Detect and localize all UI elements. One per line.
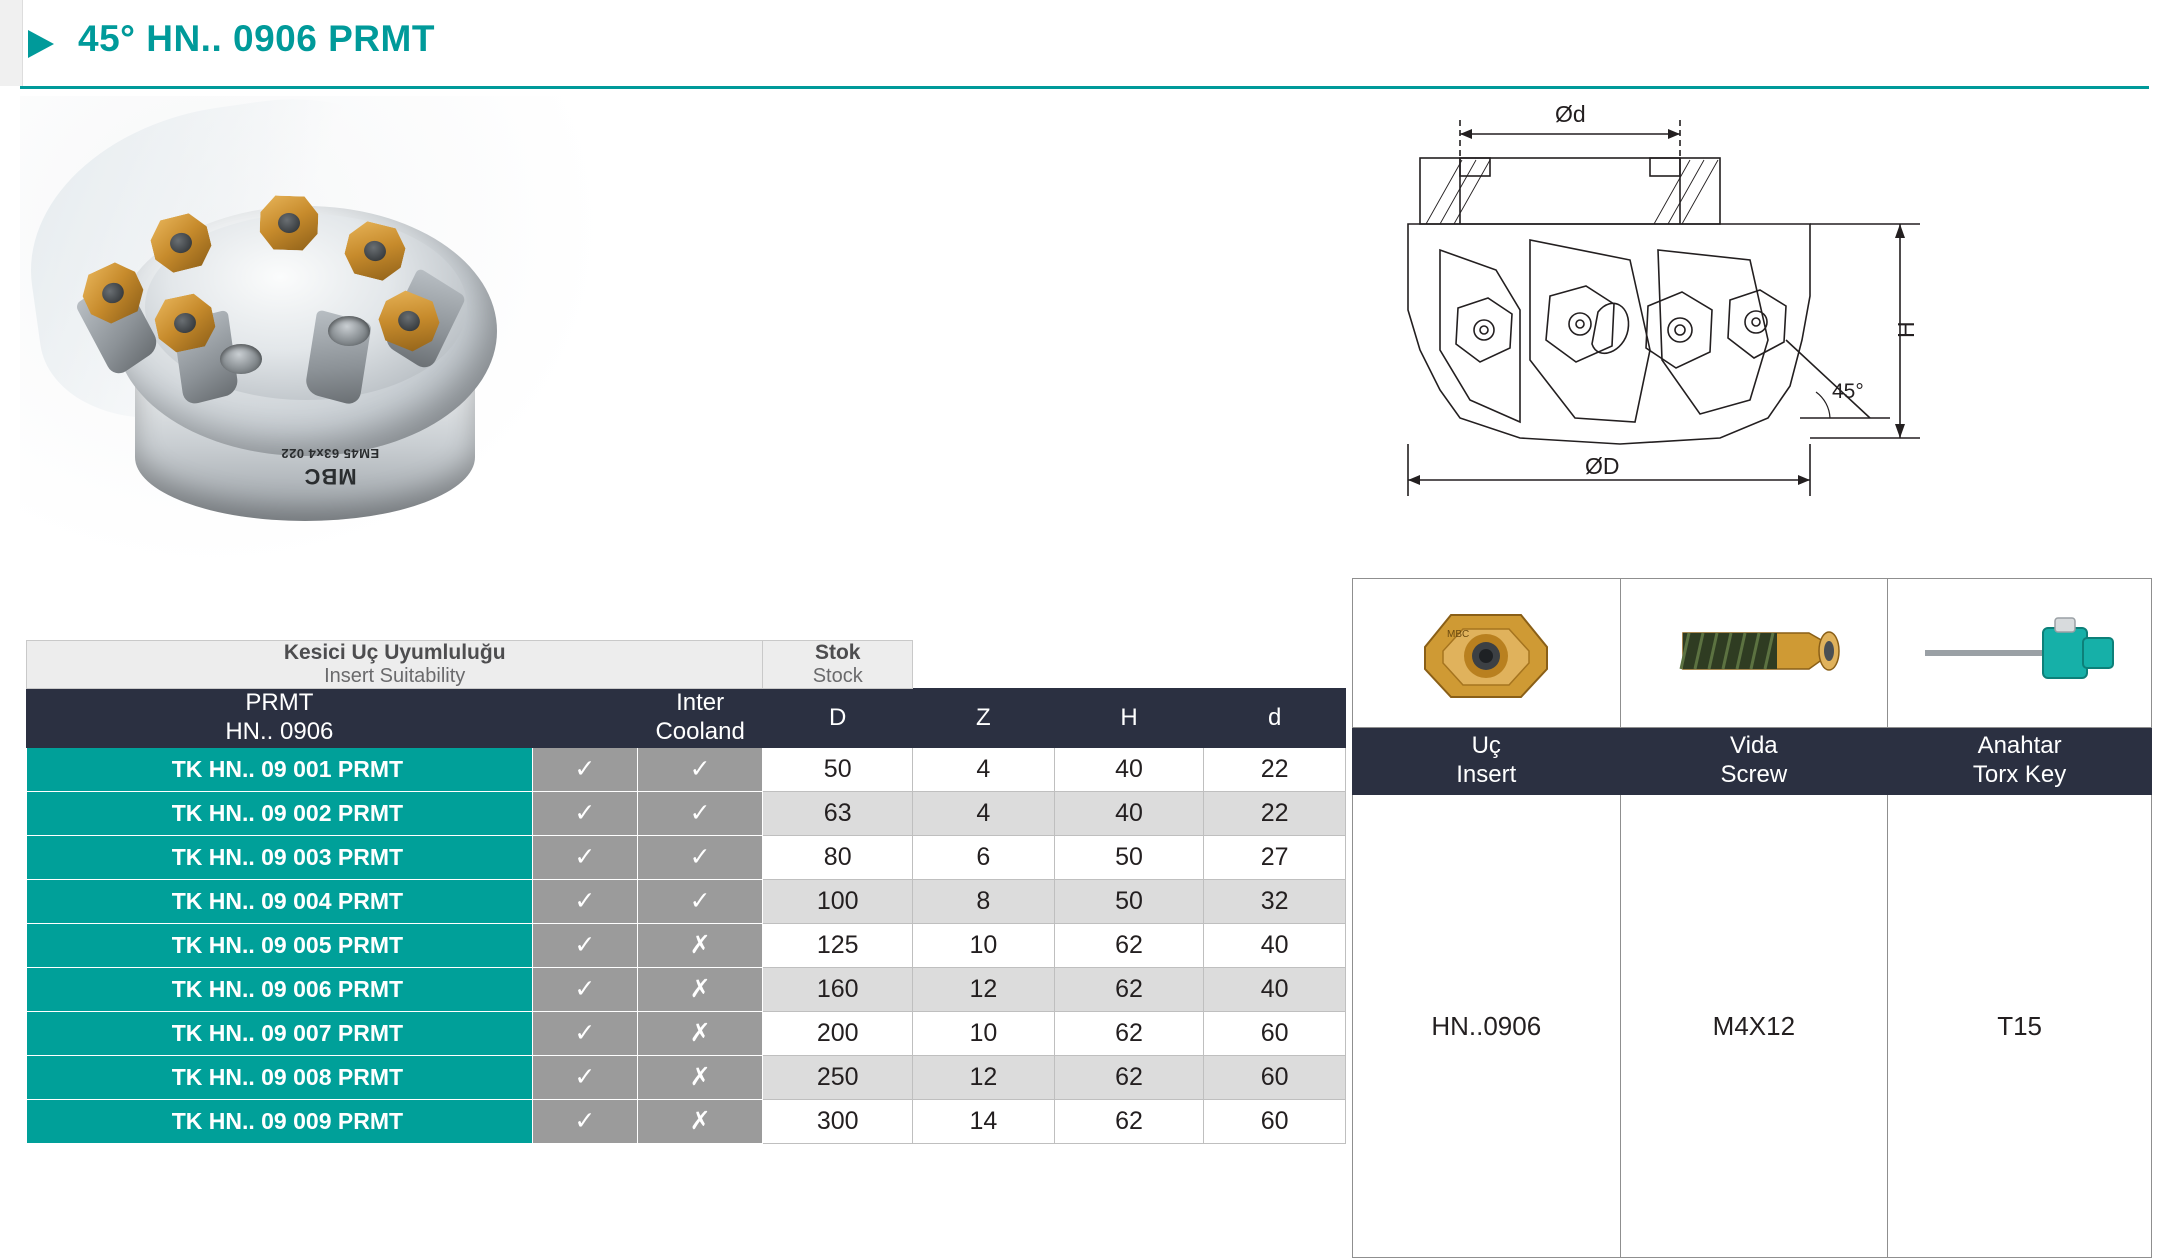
- table-row[interactable]: [27, 967, 1346, 1011]
- coolant-hole: [328, 316, 370, 346]
- accessory-header-insert: [1353, 728, 1621, 795]
- screw-photo: [1620, 579, 1888, 728]
- check-mark-icon: ✓: [637, 879, 762, 923]
- check-mark-icon: ✓: [637, 747, 762, 791]
- row-d: 27: [1204, 835, 1346, 879]
- check-mark-icon: ✓: [532, 747, 637, 791]
- accessory-header-key-tr: Anahtar: [1977, 732, 2062, 760]
- table-row[interactable]: [27, 791, 1346, 835]
- insert-photo: [1353, 579, 1621, 728]
- torx-key-photo: [1888, 579, 2152, 728]
- insert-screw-icon: [168, 231, 194, 256]
- insert-screw-icon: [278, 213, 301, 234]
- check-mark-icon: ✓: [637, 791, 762, 835]
- stock-title-en: Stock: [812, 665, 863, 688]
- accessory-image-row: [1353, 579, 2152, 728]
- accessory-value-key: T15: [1888, 795, 2152, 1258]
- svg-text:MBC: MBC: [1447, 629, 1470, 640]
- suitability-header-cell: [27, 641, 763, 689]
- accessory-header-key: [1888, 728, 2152, 795]
- face-mill-cutter-image: [60, 166, 560, 546]
- row-name: TK HN.. 09 003 PRMT: [27, 835, 533, 879]
- technical-drawing: [1400, 100, 2120, 570]
- accessory-header-insert-en: Insert: [1456, 761, 1517, 788]
- screw-photo-svg: [1659, 593, 1849, 713]
- accessory-header-key-en: Torx Key: [1972, 761, 2067, 788]
- row-d: 60: [1204, 1099, 1346, 1143]
- column-header-name-tr: PRMT: [245, 689, 314, 717]
- check-mark-icon: ✓: [637, 835, 762, 879]
- column-header-name: [27, 689, 533, 748]
- row-d: 40: [1204, 967, 1346, 1011]
- row-d: 32: [1204, 879, 1346, 923]
- dim-label-angle: 45°: [1832, 380, 1864, 403]
- stock-header-cell: [763, 641, 913, 689]
- check-mark-icon: ✓: [532, 879, 637, 923]
- row-D: 100: [763, 879, 913, 923]
- accessory-value-screw: M4X12: [1620, 795, 1888, 1258]
- row-D: 63: [763, 791, 913, 835]
- row-name: TK HN.. 09 008 PRMT: [27, 1055, 533, 1099]
- row-D: 125: [763, 923, 913, 967]
- row-H: 62: [1054, 1055, 1204, 1099]
- page-title: 45° HN.. 0906 PRMT: [78, 18, 435, 59]
- row-name: TK HN.. 09 005 PRMT: [27, 923, 533, 967]
- accessory-header-screw: [1620, 728, 1888, 795]
- table-header-row-2: [27, 689, 1346, 748]
- cross-mark-icon: ✗: [637, 1099, 762, 1143]
- row-name: TK HN.. 09 001 PRMT: [27, 747, 533, 791]
- row-D: 200: [763, 1011, 913, 1055]
- row-d: 40: [1204, 923, 1346, 967]
- column-header-d: d: [1204, 689, 1346, 748]
- table-row[interactable]: [27, 747, 1346, 791]
- table-row[interactable]: [27, 1011, 1346, 1055]
- check-mark-icon: ✓: [532, 1011, 637, 1055]
- cross-mark-icon: ✗: [637, 1055, 762, 1099]
- row-d: 22: [1204, 747, 1346, 791]
- row-H: 40: [1054, 791, 1204, 835]
- product-photo: [20, 96, 660, 616]
- accessories-table: [1352, 578, 2152, 1258]
- insert-screw-icon: [395, 308, 423, 335]
- check-mark-icon: ✓: [532, 835, 637, 879]
- row-d: 22: [1204, 791, 1346, 835]
- torx-key-photo-svg: [1915, 598, 2125, 708]
- row-H: 62: [1054, 923, 1204, 967]
- table-row[interactable]: [27, 835, 1346, 879]
- brand-marking: MBC EM45 63x4 022: [280, 446, 380, 489]
- insert-screw-icon: [99, 279, 127, 306]
- row-Z: 12: [913, 967, 1055, 1011]
- stock-title-tr: Stok: [814, 641, 861, 664]
- row-D: 250: [763, 1055, 913, 1099]
- header-divider: [20, 86, 2149, 89]
- check-mark-icon: ✓: [532, 1055, 637, 1099]
- insert-photo-svg: [1411, 593, 1561, 713]
- dim-label-bore-diameter: Ød: [1555, 101, 1586, 127]
- column-header-suitability: [532, 689, 637, 748]
- row-H: 62: [1054, 1099, 1204, 1143]
- row-Z: 10: [913, 923, 1055, 967]
- row-Z: 8: [913, 879, 1055, 923]
- column-header-Z: Z: [913, 689, 1055, 748]
- row-H: 50: [1054, 879, 1204, 923]
- row-name: TK HN.. 09 006 PRMT: [27, 967, 533, 1011]
- column-header-cooland: Cooland: [655, 717, 745, 745]
- accessory-value-insert: HN..0906: [1353, 795, 1621, 1258]
- column-header-name-en: HN.. 0906: [225, 717, 334, 745]
- table-row[interactable]: [27, 879, 1346, 923]
- row-d: 60: [1204, 1055, 1346, 1099]
- check-mark-icon: ✓: [532, 967, 637, 1011]
- row-D: 300: [763, 1099, 913, 1143]
- table-row[interactable]: [27, 1099, 1346, 1143]
- cross-mark-icon: ✗: [637, 923, 762, 967]
- header-side-tab: [0, 0, 23, 86]
- row-Z: 12: [913, 1055, 1055, 1099]
- row-d: 60: [1204, 1011, 1346, 1055]
- table-header-row-1: [27, 641, 1346, 689]
- row-H: 40: [1054, 747, 1204, 791]
- row-Z: 10: [913, 1011, 1055, 1055]
- row-Z: 6: [913, 835, 1055, 879]
- technical-drawing-svg: [1400, 100, 2120, 570]
- row-Z: 4: [913, 747, 1055, 791]
- insert-screw-icon: [362, 239, 388, 264]
- row-D: 50: [763, 747, 913, 791]
- row-Z: 4: [913, 791, 1055, 835]
- page-header: [0, 0, 2169, 92]
- row-name: TK HN.. 09 009 PRMT: [27, 1099, 533, 1143]
- insert-suitability-table: [26, 640, 1346, 1144]
- column-header-D: D: [763, 689, 913, 748]
- cross-mark-icon: ✗: [637, 967, 762, 1011]
- dim-label-outer-diameter: ØD: [1585, 453, 1620, 479]
- row-D: 160: [763, 967, 913, 1011]
- dim-label-height: H: [1893, 321, 1919, 338]
- accessory-value-row: [1353, 795, 2152, 1258]
- column-header-inter: Inter: [676, 689, 725, 717]
- insert-screw-icon: [172, 311, 198, 335]
- coolant-hole: [220, 344, 262, 374]
- row-D: 80: [763, 835, 913, 879]
- check-mark-icon: ✓: [532, 923, 637, 967]
- row-name: TK HN.. 09 007 PRMT: [27, 1011, 533, 1055]
- row-name: TK HN.. 09 002 PRMT: [27, 791, 533, 835]
- table-row[interactable]: [27, 923, 1346, 967]
- accessory-header-row: [1353, 728, 2152, 795]
- accessory-header-screw-en: Screw: [1720, 761, 1788, 788]
- cross-mark-icon: ✗: [637, 1011, 762, 1055]
- suitability-title-en: Insert Suitability: [324, 665, 466, 688]
- accessory-header-insert-tr: Uç: [1471, 732, 1501, 760]
- check-mark-icon: ✓: [532, 1099, 637, 1143]
- suitability-title-tr: Kesici Uç Uyumluluğu: [283, 641, 506, 664]
- column-header-internal-coolant: [637, 689, 762, 748]
- row-H: 50: [1054, 835, 1204, 879]
- accessory-header-screw-tr: Vida: [1730, 732, 1778, 760]
- table-row[interactable]: [27, 1055, 1346, 1099]
- check-mark-icon: ✓: [532, 791, 637, 835]
- row-Z: 14: [913, 1099, 1055, 1143]
- row-H: 62: [1054, 967, 1204, 1011]
- column-header-H: H: [1054, 689, 1204, 748]
- triangle-right-icon: [28, 30, 54, 58]
- row-name: TK HN.. 09 004 PRMT: [27, 879, 533, 923]
- row-H: 62: [1054, 1011, 1204, 1055]
